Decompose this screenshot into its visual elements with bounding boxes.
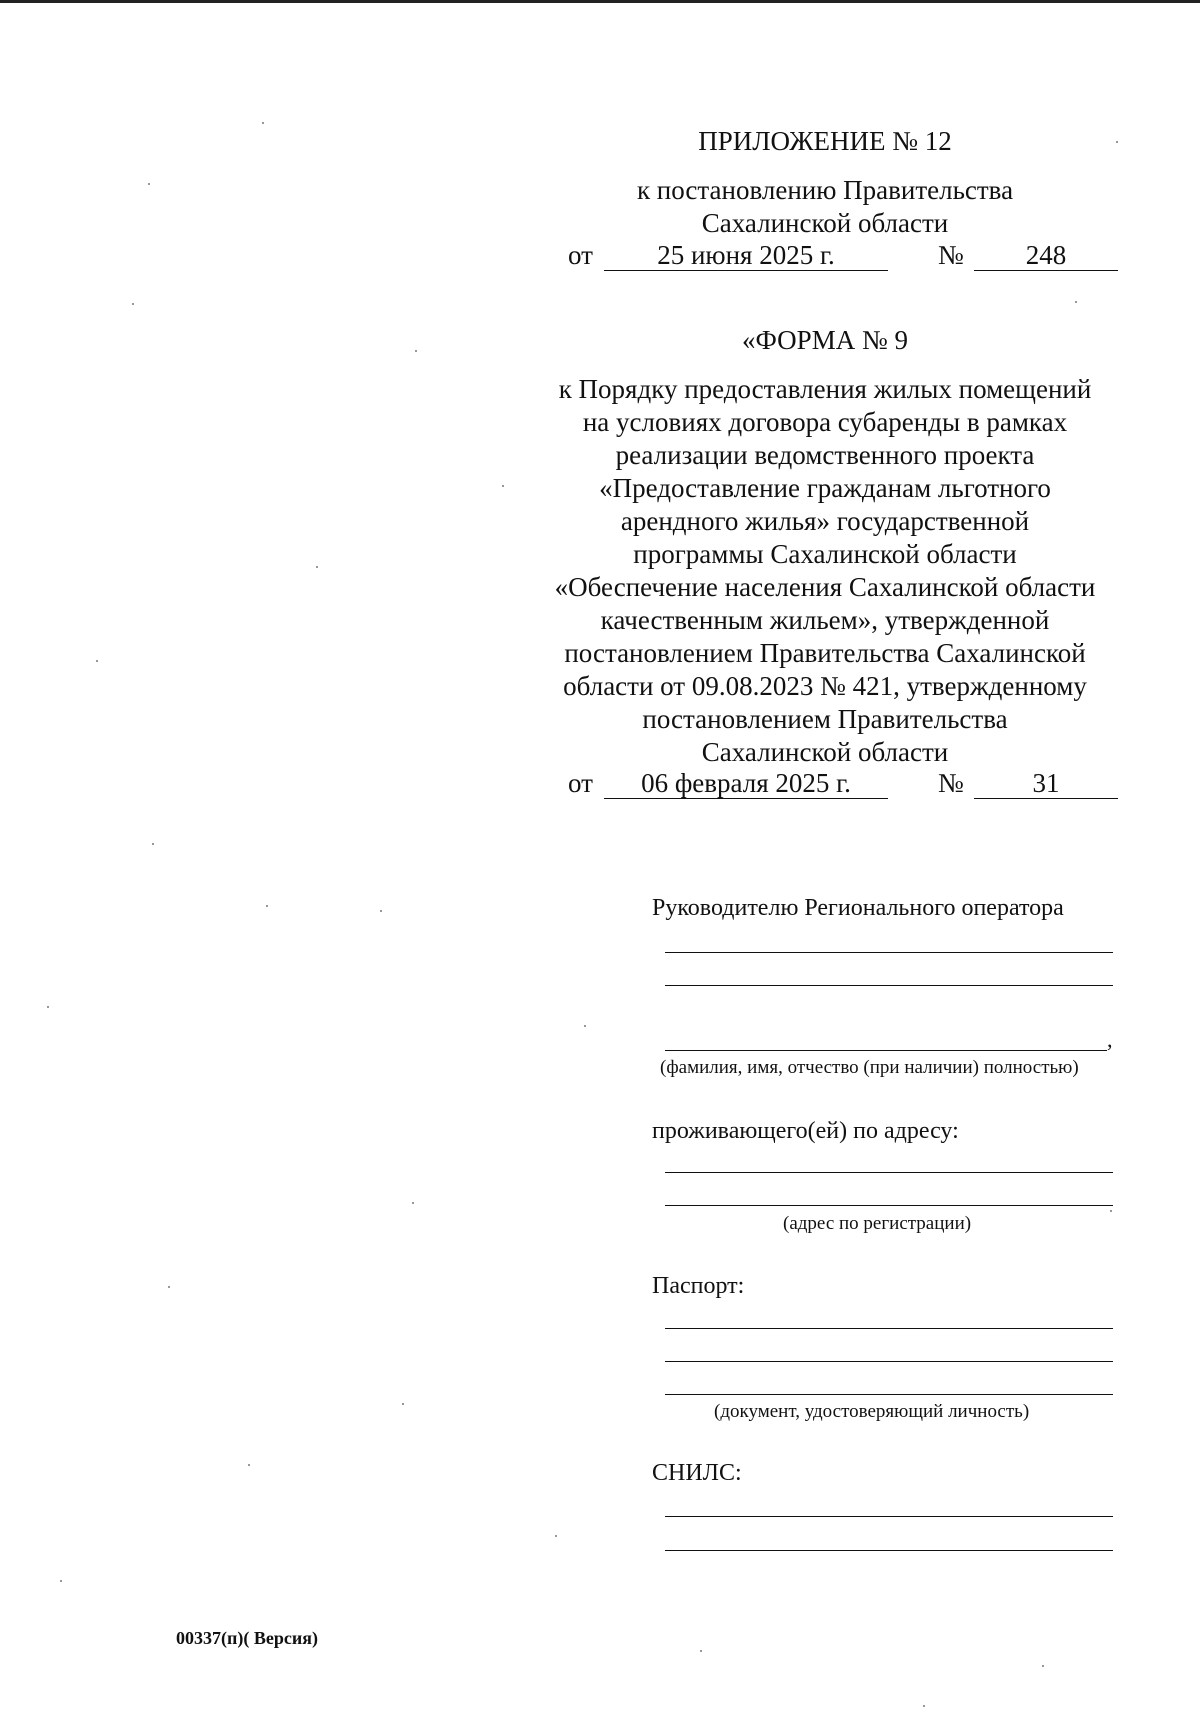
scan-speck	[96, 660, 98, 662]
form-title: «ФОРМА № 9	[742, 325, 908, 355]
resolution-reference	[530, 174, 1120, 240]
form-date-number-row	[568, 768, 1118, 802]
form-date: 06 февраля 2025 г.	[604, 768, 888, 799]
form-description	[530, 373, 1120, 769]
scan-speck	[60, 1580, 62, 1582]
scan-speck	[923, 1705, 925, 1707]
header-date: 25 июня 2025 г.	[604, 240, 888, 271]
passport-line[interactable]	[665, 1361, 1113, 1362]
form-line: арендного жилья» государственной	[620, 506, 1030, 536]
appendix-title: ПРИЛОЖЕНИЕ № 12	[698, 126, 952, 156]
header-date-number-row	[568, 240, 1118, 274]
scan-speck	[266, 905, 268, 907]
number-label: №	[938, 240, 964, 270]
address-caption: (адрес по регистрации)	[783, 1213, 972, 1234]
scan-speck	[555, 1535, 557, 1537]
page-top-border	[0, 0, 1200, 3]
scan-speck	[148, 183, 150, 185]
form-line: «Обеспечение населения Сахалинской области	[554, 572, 1096, 602]
scan-speck	[1116, 141, 1118, 143]
scan-speck	[248, 1464, 250, 1466]
form-number: 31	[974, 768, 1118, 799]
full-name-comma: ,	[1107, 1027, 1113, 1052]
full-name-line[interactable]	[665, 1050, 1107, 1051]
scan-speck	[152, 843, 154, 845]
scan-speck	[316, 566, 318, 568]
form-line: к Порядку предоставления жилых помещений	[558, 374, 1092, 404]
scan-speck	[1110, 1210, 1112, 1212]
full-name-caption: (фамилия, имя, отчество (при наличии) полностью)	[660, 1057, 1079, 1078]
scan-speck	[412, 1202, 414, 1204]
scan-speck	[584, 1025, 586, 1027]
form-line: области от 09.08.2023 № 421, утвержденному	[563, 671, 1087, 701]
form-line: реализации ведомственного проекта	[615, 440, 1035, 470]
form-line: постановлением Правительства	[642, 704, 1008, 734]
header-number: 248	[974, 240, 1118, 271]
appendix-header	[530, 125, 1120, 158]
number-label: №	[938, 768, 964, 798]
from-label: от	[568, 240, 593, 270]
scan-speck	[380, 910, 382, 912]
scan-speck	[415, 350, 417, 352]
scan-speck	[1075, 301, 1077, 303]
scan-speck	[168, 1286, 170, 1288]
form-title-block	[530, 324, 1120, 357]
addressee-line[interactable]	[665, 985, 1113, 986]
resolution-line-2: Сахалинской области	[701, 208, 949, 238]
scan-speck	[1042, 1665, 1044, 1667]
snils-line[interactable]	[665, 1516, 1113, 1517]
form-line: программы Сахалинской области	[633, 539, 1017, 569]
form-line: постановлением Правительства Сахалинской	[564, 638, 1086, 668]
passport-label: Паспорт:	[652, 1273, 745, 1299]
form-line: «Предоставление гражданам льготного	[599, 473, 1051, 503]
passport-caption: (документ, удостоверяющий личность)	[714, 1401, 1030, 1422]
snils-line[interactable]	[665, 1550, 1113, 1551]
address-line[interactable]	[665, 1205, 1113, 1206]
addressee-line[interactable]	[665, 952, 1113, 953]
form-line: Сахалинской области	[701, 737, 949, 767]
resolution-line-1: к постановлению Правительства	[636, 175, 1014, 205]
scan-speck	[700, 1650, 702, 1652]
snils-label: СНИЛС:	[652, 1460, 742, 1486]
scan-speck	[262, 122, 264, 124]
scan-speck	[47, 1006, 49, 1008]
passport-line[interactable]	[665, 1394, 1113, 1395]
form-line: качественным жильем», утвержденной	[600, 605, 1050, 635]
passport-line[interactable]	[665, 1328, 1113, 1329]
addressee-label: Руководителю Регионального оператора	[652, 895, 1064, 921]
scan-speck	[402, 1403, 404, 1405]
scan-speck	[132, 303, 134, 305]
form-line: на условиях договора субаренды в рамках	[582, 407, 1068, 437]
scan-speck	[502, 485, 504, 487]
from-label: от	[568, 768, 593, 798]
document-version-code: 00337(п)( Версия)	[176, 1628, 318, 1648]
residing-label: проживающего(ей) по адресу:	[652, 1118, 959, 1144]
address-line[interactable]	[665, 1172, 1113, 1173]
